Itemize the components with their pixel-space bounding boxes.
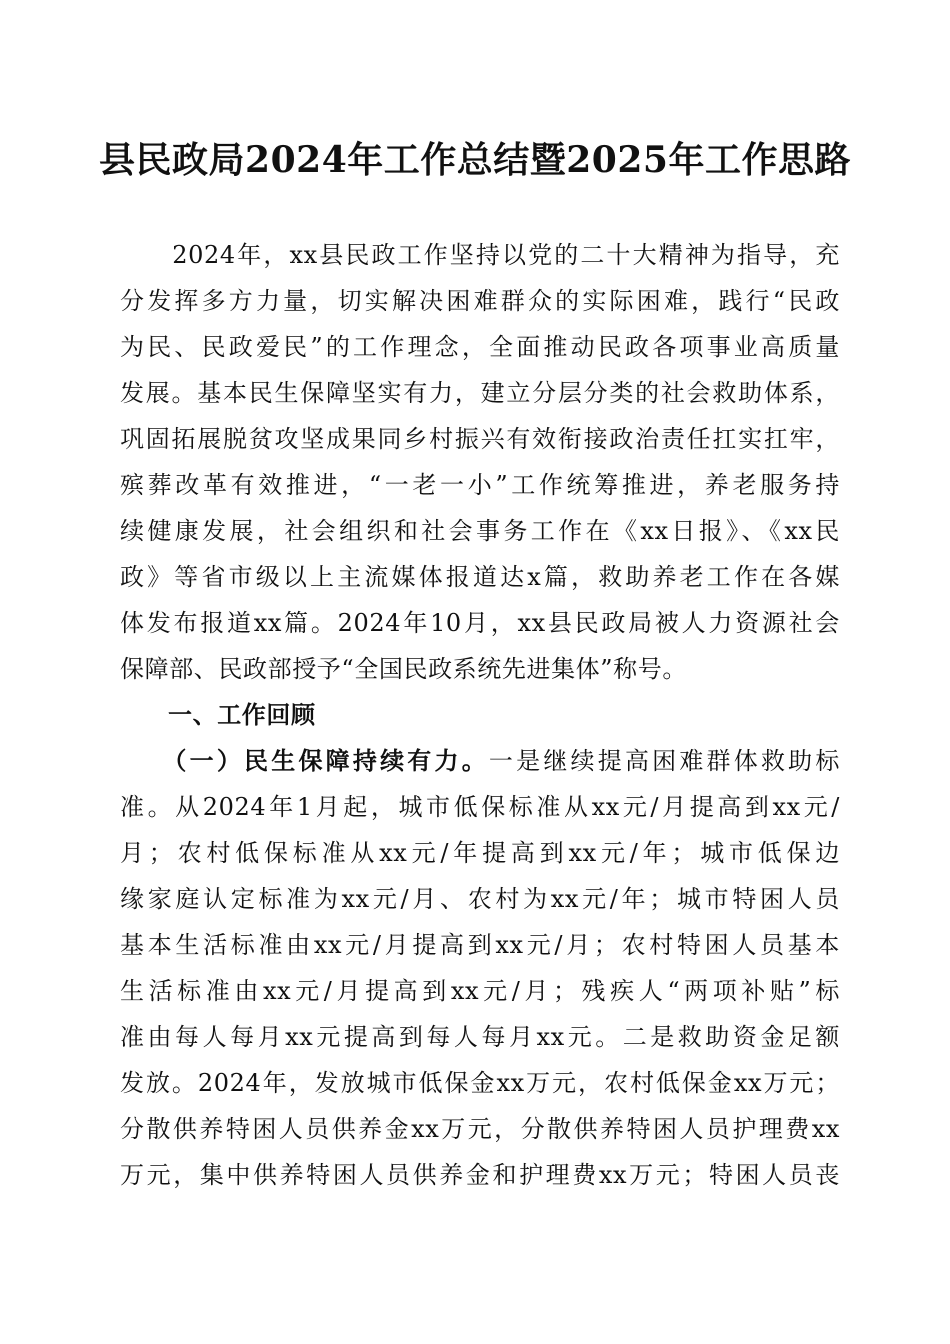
paragraph-line: 续健康发展，社会组织和社会事务工作在《xx日报》、《xx民 [120,517,840,545]
paragraph-line: 发放。2024年，发放城市低保金xx万元，农村低保金xx万元； [120,1069,840,1097]
paragraph-line: 保障部、民政部授予“全国民政系统先进集体”称号。 [120,655,687,683]
paragraph-line: 2024年，xx县民政工作坚持以党的二十大精神为指导，充 [120,241,840,269]
paragraph-line: 分发挥多方力量，切实解决困难群众的实际困难，践行“民政 [120,287,840,315]
document-body [120,232,840,1198]
paragraph-line: 生活标准由xx元/月提高到xx元/月；残疾人“两项补贴”标 [120,977,840,1005]
paragraph-line: 分散供养特困人员供养金xx万元，分散供养特困人员护理费xx [120,1115,840,1143]
paragraph-line: 基本生活标准由xx元/月提高到xx元/月；农村特困人员基本 [120,931,840,959]
paragraph-line: 准由每人每月xx元提高到每人每月xx元。二是救助资金足额 [120,1023,840,1051]
paragraph-line: 月；农村低保标准从xx元/年提高到xx元/年；城市低保边 [120,839,840,867]
paragraph-line: 政》等省市级以上主流媒体报道达x篇，救助养老工作在各媒 [120,563,840,591]
paragraph-line: 殡葬改革有效推进，“一老一小”工作统筹推进，养老服务持 [120,471,840,499]
subsection-heading: （一）民生保障持续有力。 [120,746,489,775]
document-title: 县民政局2024年工作总结暨2025年工作思路 [99,139,851,181]
subsection-first-line [120,738,840,784]
paragraph-line: 巩固拓展脱贫攻坚成果同乡村振兴有效衔接政治责任扛实扛牢， [120,425,840,453]
subsection-first-line-text: 一是继续提高困难群体救助标 [488,747,840,775]
paragraph-line: 为民、民政爱民”的工作理念，全面推动民政各项事业高质量 [120,333,840,361]
paragraph-line: 缘家庭认定标准为xx元/月、农村为xx元/年；城市特困人员 [120,885,840,913]
paragraph-line: 准。从2024年1月起，城市低保标准从xx元/月提高到xx元/ [120,793,840,821]
section-heading: 一、工作回顾 [168,701,316,729]
paragraph-line: 体发布报道xx篇。2024年10月，xx县民政局被人力资源社会 [120,609,840,637]
paragraph-line: 发展。基本民生保障坚实有力，建立分层分类的社会救助体系， [120,379,840,407]
paragraph-line: 万元，集中供养特困人员供养金和护理费xx万元；特困人员丧 [120,1161,840,1189]
